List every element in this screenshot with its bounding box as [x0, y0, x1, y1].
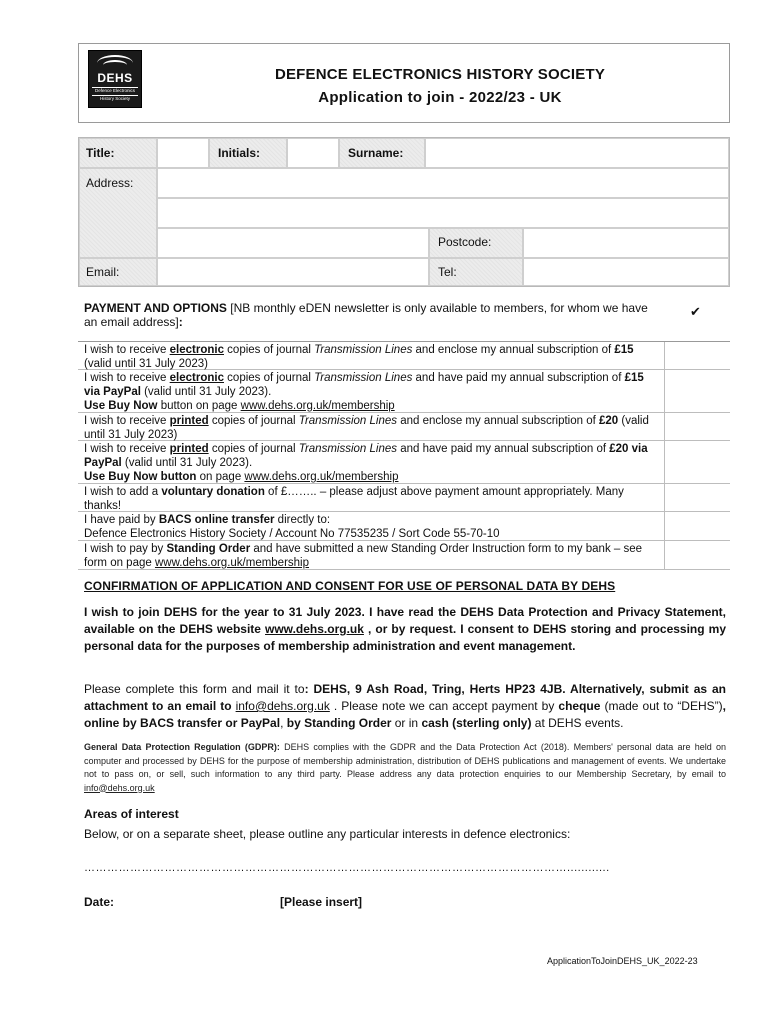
- option-checkbox[interactable]: [664, 484, 730, 511]
- dehs-logo: [88, 50, 142, 108]
- postcode-field[interactable]: [523, 228, 729, 258]
- surname-label-cell: [339, 138, 425, 168]
- option-donation: I wish to add a voluntary donation of £…….. – please adjust above payment amount appropriately. Many thanks!: [78, 484, 730, 512]
- areas-instructions: Below, or on a separate sheet, please outline any particular interests in defence electronics:: [84, 827, 571, 841]
- email-field[interactable]: [157, 258, 429, 286]
- date-label: Date:: [84, 895, 115, 909]
- option-checkbox[interactable]: [664, 413, 730, 440]
- option-checkbox[interactable]: [664, 370, 730, 412]
- gdpr-paragraph: General Data Protection Regulation (GDPR): DEHS complies with the GDPR and the Data Protection Act (2018). Members' personal data are held on computer and processed by DEHS for the purpose of membership administration, distribution of DEHS publications and management of events. We undertake not to pass on, or sell, such information to any third party. Please address any data protection enquiries to our Membership Secretary, by email to info@dehs.org.uk: [84, 742, 726, 793]
- postcode-label: Postcode:: [438, 235, 492, 249]
- website-link[interactable]: www.dehs.org.uk: [265, 622, 364, 636]
- email-link[interactable]: info@dehs.org.uk: [235, 699, 330, 713]
- membership-link[interactable]: www.dehs.org.uk/membership: [154, 557, 310, 569]
- header-box: [78, 43, 730, 123]
- tel-label: Tel:: [438, 265, 457, 279]
- address-label: Address:: [86, 176, 134, 190]
- page-title: DEFENCE ELECTRONICS HISTORY SOCIETY: [274, 66, 606, 83]
- title-label-cell: [79, 138, 157, 168]
- address-line-2[interactable]: [157, 198, 729, 228]
- logo-sub2: History Society: [92, 95, 138, 101]
- consent-paragraph: I wish to join DEHS for the year to 31 July 2023. I have read the DEHS Data Protection and Privacy Statement, available on the DEHS website www.dehs.org.uk , or by request. I consent to DEHS storing and processing my personal data for the purposes of membership administration and event management.: [84, 605, 726, 653]
- payment-heading: [84, 301, 664, 329]
- option-checkbox[interactable]: [664, 512, 730, 540]
- email-label: Email:: [86, 265, 120, 279]
- option-bacs: I have paid by BACS online transfer directly to: Defence Electronics History Society / Account No 77535235 / Sort Code 55-70-10: [78, 512, 730, 541]
- checkmark-icon: ✔: [690, 304, 701, 319]
- membership-link[interactable]: www.dehs.org.uk/membership: [244, 471, 399, 483]
- tel-field[interactable]: [523, 258, 729, 286]
- page-subtitle: Application to join - 2022/23 - UK: [318, 89, 562, 106]
- email-link[interactable]: info@dehs.org.uk: [84, 782, 155, 793]
- areas-heading: Areas of interest: [84, 807, 179, 821]
- membership-link[interactable]: www.dehs.org.uk/membership: [240, 400, 395, 412]
- title-field[interactable]: [157, 138, 209, 168]
- option-checkbox[interactable]: [664, 541, 730, 569]
- address-label-cell: [79, 168, 157, 258]
- option-printed-enclose: I wish to receive printed copies of journal Transmission Lines and enclose my annual subscription of £20 (valid until 31 July 2023): [78, 413, 730, 441]
- payment-heading-note: [NB monthly eDEN newsletter is only available to members, for whom we have an email address]: [84, 301, 648, 329]
- title-label: Title:: [86, 146, 115, 160]
- initials-label: Initials:: [218, 146, 261, 160]
- address-line-1[interactable]: [157, 168, 729, 198]
- confirmation-heading: CONFIRMATION OF APPLICATION AND CONSENT FOR USE OF PERSONAL DATA BY DEHS: [84, 579, 616, 593]
- email-label-cell: [79, 258, 157, 286]
- mailing-paragraph: Please complete this form and mail it to: DEHS, 9 Ash Road, Tring, Herts HP23 4JB. Alternatively, submit as an attachment to an email to info@dehs.org.uk . Please note we can accept payment by cheque (made out to “DEHS”), online by BACS transfer or PayPal, by Standing Order or in cash (sterling only) at DEHS events.: [84, 682, 726, 730]
- option-electronic-paypal: I wish to receive electronic copies of journal Transmission Lines and have paid my annual subscription of £15 via PayPal (valid until 31 July 2023). Use Buy Now button on page www.dehs.org.uk/membership: [78, 370, 730, 413]
- postcode-label-cell: [429, 228, 523, 258]
- logo-sub1: Defence Electronics: [92, 87, 138, 93]
- option-standing-order: I wish to pay by Standing Order and have submitted a new Standing Order Instruction form to my bank – see form on page www.dehs.org.uk/membership: [78, 541, 730, 570]
- option-electronic-enclose: I wish to receive electronic copies of journal Transmission Lines and enclose my annual subscription of £15 (valid until 31 July 2023): [78, 342, 730, 370]
- payment-heading-colon: :: [178, 315, 183, 329]
- surname-label: Surname:: [348, 146, 404, 160]
- surname-field[interactable]: [425, 138, 729, 168]
- footer-filename: ApplicationToJoinDEHS_UK_2022-23: [547, 956, 698, 966]
- address-line-3[interactable]: [157, 228, 429, 258]
- date-field[interactable]: [Please insert]: [280, 895, 363, 909]
- details-grid: [78, 137, 730, 287]
- tel-label-cell: [429, 258, 523, 286]
- logo-text: DEHS: [97, 71, 133, 85]
- option-checkbox[interactable]: [664, 342, 730, 369]
- option-checkbox[interactable]: [664, 441, 730, 483]
- payment-heading-bold: PAYMENT AND OPTIONS: [84, 301, 227, 315]
- interests-field[interactable]: ………………………………………………………………………………………………………………............: [84, 862, 610, 874]
- initials-field[interactable]: [287, 138, 339, 168]
- option-printed-paypal: I wish to receive printed copies of journal Transmission Lines and have paid my annual subscription of £20 via PayPal (valid until 31 July 2023). Use Buy Now button on page www.dehs.org.uk/membership: [78, 441, 730, 484]
- initials-label-cell: [209, 138, 287, 168]
